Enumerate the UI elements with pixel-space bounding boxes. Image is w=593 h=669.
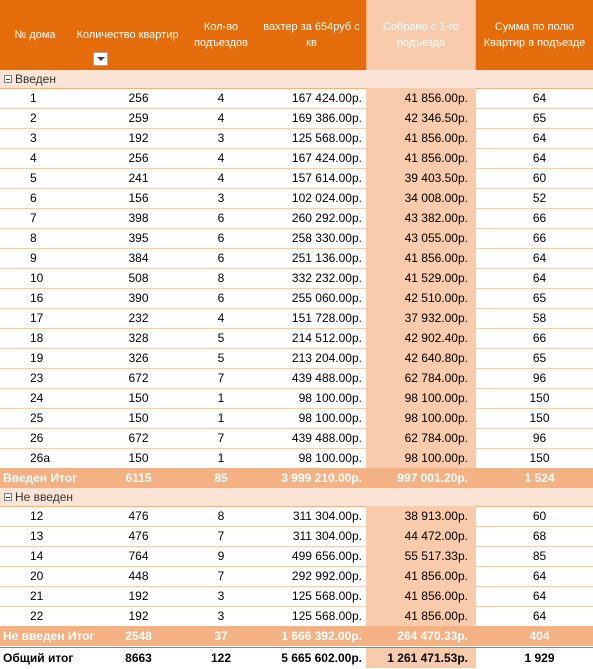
- cell-col-2[interactable]: 4: [217, 111, 225, 125]
- cell-col-4[interactable]: 98 100.00р.: [366, 448, 476, 468]
- cell-col-5[interactable]: 64: [532, 609, 547, 623]
- cell-col-0[interactable]: Не введен Итог: [3, 629, 95, 643]
- cell-col-3[interactable]: 167 424.00р.: [291, 151, 362, 165]
- cell-col-5[interactable]: 65: [532, 351, 547, 365]
- cell-col-3[interactable]: 125 568.00р.: [291, 131, 362, 145]
- cell-col-0[interactable]: 17: [30, 311, 44, 325]
- cell-col-5[interactable]: 66: [532, 331, 547, 345]
- cell-col-5[interactable]: 64: [532, 91, 547, 105]
- subtotal-row: [0, 468, 593, 488]
- header-entrances[interactable]: Кол-во подъездов: [194, 21, 248, 49]
- cell-col-5[interactable]: 68: [532, 529, 547, 543]
- cell-col-4[interactable]: 42 510.00р.: [366, 288, 476, 308]
- cell-col-5[interactable]: 64: [532, 589, 547, 603]
- cell-col-3[interactable]: 311 304.00р.: [292, 529, 362, 543]
- cell-col-0[interactable]: 12: [30, 509, 44, 523]
- cell-col-3[interactable]: 102 024.00р.: [291, 191, 362, 205]
- cell-col-1[interactable]: 672: [128, 431, 149, 445]
- table-row: [0, 566, 593, 587]
- cell-col-0[interactable]: 16: [30, 291, 44, 305]
- cell-col-5[interactable]: 60: [532, 171, 547, 185]
- cell-col-1[interactable]: 150: [128, 411, 149, 425]
- table-row: [0, 268, 593, 289]
- cell-col-5[interactable]: 66: [532, 211, 547, 225]
- cell-col-0[interactable]: 8: [30, 231, 37, 245]
- table-row: [0, 428, 593, 449]
- cell-col-5[interactable]: 65: [532, 291, 547, 305]
- cell-col-4[interactable]: 55 517.33р.: [366, 546, 476, 566]
- table-row: [0, 328, 593, 349]
- cell-col-0[interactable]: 19: [30, 351, 44, 365]
- cell-col-4[interactable]: 42 902.40р.: [366, 328, 476, 348]
- cell-col-4[interactable]: 41 529.00р.: [366, 268, 476, 288]
- cell-col-2[interactable]: 6: [217, 251, 225, 265]
- cell-col-0[interactable]: 10: [30, 271, 44, 285]
- cell-col-0[interactable]: 20: [30, 569, 44, 583]
- header-watchman[interactable]: вахтер за 654руб с кв: [263, 21, 360, 49]
- cell-col-4[interactable]: 41 856.00р.: [366, 606, 476, 626]
- cell-col-1[interactable]: 448: [128, 569, 149, 583]
- cell-col-1[interactable]: 192: [128, 131, 149, 145]
- cell-col-5[interactable]: 64: [532, 131, 547, 145]
- cell-col-5[interactable]: 64: [532, 569, 547, 583]
- cell-col-4[interactable]: 44 472.00р.: [366, 526, 476, 546]
- group-label[interactable]: [0, 488, 73, 506]
- cell-col-3[interactable]: 151 728.00р.: [291, 311, 362, 325]
- cell-col-5[interactable]: 66: [532, 231, 547, 245]
- cell-col-0[interactable]: 24: [30, 391, 44, 405]
- cell-col-3[interactable]: 311 304.00р.: [292, 509, 362, 523]
- table-row: [0, 546, 593, 567]
- cell-col-3[interactable]: 499 656.00р.: [291, 549, 362, 563]
- cell-col-2[interactable]: 1: [217, 451, 225, 465]
- cell-col-1[interactable]: 192: [128, 589, 149, 603]
- cell-col-2[interactable]: 4: [217, 151, 225, 165]
- cell-col-4[interactable]: 43 055.00р.: [366, 228, 476, 248]
- cell-col-0[interactable]: 25: [30, 411, 44, 425]
- cell-col-1[interactable]: 2548: [125, 629, 152, 643]
- filter-dropdown-button[interactable]: [93, 52, 108, 66]
- cell-col-3[interactable]: 167 424.00р.: [291, 91, 362, 105]
- table-row: [0, 208, 593, 229]
- cell-col-3[interactable]: 1 666 392.00р.: [281, 629, 362, 643]
- subtotal-row: [0, 626, 593, 646]
- cell-col-3[interactable]: 98 100.00р.: [298, 411, 362, 425]
- cell-col-3[interactable]: 169 386.00р.: [291, 111, 362, 125]
- cell-col-0[interactable]: 5: [30, 171, 37, 185]
- cell-col-3[interactable]: 125 568.00р.: [291, 589, 362, 603]
- cell-col-2[interactable]: 6: [217, 291, 225, 305]
- cell-col-5[interactable]: 96: [532, 371, 547, 385]
- cell-col-5[interactable]: 64: [532, 151, 547, 165]
- table-row: [0, 368, 593, 389]
- cell-col-3[interactable]: 332 232.00р.: [291, 271, 362, 285]
- table-row: [0, 606, 593, 627]
- group-label-text: Не введен: [15, 490, 74, 504]
- cell-col-4[interactable]: 41 856.00р.: [366, 566, 476, 586]
- cell-col-1[interactable]: 384: [128, 251, 149, 265]
- cell-col-0[interactable]: Введен Итог: [3, 471, 78, 485]
- cell-col-3[interactable]: 125 568.00р.: [291, 609, 362, 623]
- cell-col-2[interactable]: 37: [214, 629, 228, 643]
- cell-col-2[interactable]: 8: [217, 509, 225, 523]
- cell-col-0[interactable]: 21: [30, 589, 44, 603]
- cell-col-5[interactable]: 96: [532, 431, 547, 445]
- cell-col-2[interactable]: 122: [210, 651, 232, 665]
- cell-col-3[interactable]: 439 488.00р.: [291, 371, 362, 385]
- cell-col-0[interactable]: 3: [30, 131, 37, 145]
- cell-col-4[interactable]: 42 640.80р.: [366, 348, 476, 368]
- cell-col-5[interactable]: 150: [529, 451, 550, 465]
- table-row: [0, 128, 593, 149]
- collapse-icon[interactable]: [4, 75, 12, 83]
- cell-col-1[interactable]: 256: [128, 91, 149, 105]
- cell-col-2[interactable]: 3: [217, 131, 225, 145]
- table-row: [0, 248, 593, 269]
- cell-col-3[interactable]: 98 100.00р.: [298, 391, 362, 405]
- cell-col-2[interactable]: 5: [217, 331, 225, 345]
- chevron-down-icon: [97, 57, 105, 61]
- cell-col-4[interactable]: 997 001.20р.: [366, 468, 476, 488]
- table-row: [0, 448, 593, 469]
- cell-col-2[interactable]: 1: [217, 411, 225, 425]
- cell-col-0[interactable]: Общий итог: [3, 651, 74, 665]
- cell-col-5[interactable]: 1 524: [524, 471, 555, 485]
- cell-col-2[interactable]: 7: [217, 569, 225, 583]
- cell-col-2[interactable]: 6: [217, 211, 225, 225]
- header-collected[interactable]: Собрано с 1-го подъезда: [366, 0, 476, 70]
- cell-col-3[interactable]: 292 992.00р.: [291, 569, 362, 583]
- cell-col-0[interactable]: 18: [30, 331, 44, 345]
- table-row: [0, 586, 593, 607]
- cell-col-4[interactable]: 62 784.00р.: [366, 428, 476, 448]
- cell-col-4[interactable]: 98 100.00р.: [366, 408, 476, 428]
- cell-col-1[interactable]: 508: [128, 271, 149, 285]
- cell-col-2[interactable]: 9: [217, 549, 225, 563]
- cell-col-2[interactable]: 7: [217, 529, 225, 543]
- cell-col-4[interactable]: 264 470.33р.: [366, 626, 476, 646]
- cell-col-1[interactable]: 395: [128, 231, 149, 245]
- cell-col-2[interactable]: 8: [217, 271, 225, 285]
- cell-col-3[interactable]: 258 330.00р.: [291, 231, 362, 245]
- cell-col-4[interactable]: 38 913.00р.: [366, 506, 476, 526]
- cell-col-2[interactable]: 1: [217, 391, 225, 405]
- cell-col-0[interactable]: 26: [30, 431, 44, 445]
- table-row: [0, 148, 593, 169]
- cell-col-1[interactable]: 259: [128, 111, 149, 125]
- cell-col-1[interactable]: 232: [128, 311, 149, 325]
- cell-col-1[interactable]: 476: [128, 529, 149, 543]
- cell-col-1[interactable]: 150: [128, 391, 149, 405]
- cell-col-3[interactable]: 251 136.00р.: [291, 251, 362, 265]
- cell-col-4[interactable]: 41 856.00р.: [366, 586, 476, 606]
- group-row[interactable]: [0, 488, 593, 507]
- cell-col-1[interactable]: 476: [128, 509, 149, 523]
- group-row[interactable]: [0, 70, 593, 89]
- cell-col-3[interactable]: 98 100.00р.: [298, 451, 362, 465]
- cell-col-5[interactable]: 85: [532, 549, 547, 563]
- header-sum-apartments[interactable]: Сумма по полю Квартир в подъезде: [483, 21, 586, 49]
- cell-col-0[interactable]: 9: [30, 251, 37, 265]
- header-row: [0, 0, 593, 70]
- cell-col-5[interactable]: 150: [529, 391, 550, 405]
- cell-col-0[interactable]: 14: [30, 549, 44, 563]
- cell-col-5[interactable]: 404: [529, 629, 550, 643]
- cell-col-3[interactable]: 439 488.00р.: [291, 431, 362, 445]
- cell-col-0[interactable]: 1: [30, 91, 37, 105]
- table-row: [0, 108, 593, 129]
- cell-col-1[interactable]: 241: [128, 171, 149, 185]
- cell-col-2[interactable]: 6: [217, 231, 225, 245]
- cell-col-3[interactable]: 214 512.00р.: [291, 331, 362, 345]
- group-label-text: Введен: [15, 72, 56, 86]
- table-row: [0, 288, 593, 309]
- table-row: [0, 348, 593, 369]
- cell-col-4[interactable]: 41 856.00р.: [366, 88, 476, 108]
- cell-col-2[interactable]: 7: [217, 371, 225, 385]
- cell-col-1[interactable]: 192: [128, 609, 149, 623]
- cell-col-4[interactable]: 37 932.00р.: [366, 308, 476, 328]
- cell-col-4[interactable]: 41 856.00р.: [366, 248, 476, 268]
- cell-col-3[interactable]: 5 665 602.00р.: [281, 651, 362, 665]
- cell-col-3[interactable]: 3 999 210.00р.: [281, 471, 362, 485]
- cell-col-0[interactable]: 23: [30, 371, 44, 385]
- cell-col-3[interactable]: 255 060.00р.: [291, 291, 362, 305]
- group-label[interactable]: [0, 70, 56, 88]
- cell-col-4[interactable]: 41 856.00р.: [366, 148, 476, 168]
- cell-col-0[interactable]: 2: [30, 111, 37, 125]
- cell-col-4[interactable]: 62 784.00р.: [366, 368, 476, 388]
- cell-col-4[interactable]: 41 856.00р.: [366, 128, 476, 148]
- cell-col-0[interactable]: 26а: [30, 451, 51, 465]
- cell-col-1[interactable]: 6115: [125, 471, 152, 485]
- cell-col-0[interactable]: 22: [30, 609, 44, 623]
- cell-col-5[interactable]: 52: [532, 191, 547, 205]
- cell-col-5[interactable]: 60: [532, 509, 547, 523]
- table-row: [0, 228, 593, 249]
- cell-col-1[interactable]: 326: [128, 351, 149, 365]
- cell-col-2[interactable]: 4: [217, 91, 225, 105]
- cell-col-4[interactable]: 43 382.00р.: [366, 208, 476, 228]
- cell-col-2[interactable]: 7: [217, 431, 225, 445]
- cell-col-1[interactable]: 256: [128, 151, 149, 165]
- table-row: [0, 408, 593, 429]
- cell-col-3[interactable]: 213 204.00р.: [291, 351, 362, 365]
- cell-col-2[interactable]: 5: [217, 351, 225, 365]
- cell-col-1[interactable]: 764: [128, 549, 149, 563]
- cell-col-2[interactable]: 4: [217, 171, 225, 185]
- cell-col-1[interactable]: 398: [128, 211, 149, 225]
- cell-col-5[interactable]: 64: [532, 251, 547, 265]
- cell-col-2[interactable]: 4: [217, 311, 225, 325]
- header-house-number[interactable]: № дома: [0, 0, 70, 70]
- cell-col-0[interactable]: 6: [30, 191, 37, 205]
- cell-col-5[interactable]: 1 929: [524, 651, 555, 665]
- table-row: [0, 388, 593, 409]
- cell-col-1[interactable]: 672: [128, 371, 149, 385]
- cell-col-2[interactable]: 3: [217, 589, 225, 603]
- collapse-icon[interactable]: [4, 493, 12, 501]
- table-row: [0, 506, 593, 527]
- table-row: [0, 88, 593, 109]
- table-row: [0, 308, 593, 329]
- cell-col-1[interactable]: 8663: [125, 651, 152, 665]
- cell-col-1[interactable]: 390: [128, 291, 149, 305]
- cell-col-3[interactable]: 260 292.00р.: [291, 211, 362, 225]
- cell-col-5[interactable]: 150: [529, 411, 550, 425]
- table-row: [0, 188, 593, 209]
- cell-col-5[interactable]: 64: [532, 271, 547, 285]
- cell-col-2[interactable]: 3: [217, 609, 225, 623]
- cell-col-5[interactable]: 65: [532, 111, 547, 125]
- cell-col-0[interactable]: 4: [30, 151, 37, 165]
- cell-col-5[interactable]: 58: [532, 311, 547, 325]
- cell-col-4[interactable]: 42 346.50р.: [366, 108, 476, 128]
- cell-col-1[interactable]: 156: [128, 191, 149, 205]
- table-row: [0, 526, 593, 547]
- cell-col-0[interactable]: 13: [30, 529, 44, 543]
- cell-col-2[interactable]: 85: [214, 471, 228, 485]
- cell-col-1[interactable]: 150: [128, 451, 149, 465]
- cell-col-4[interactable]: 1 261 471.53р.: [366, 648, 476, 668]
- cell-col-4[interactable]: 34 008.00р.: [366, 188, 476, 208]
- header-apartments[interactable]: Количество квартир: [76, 29, 179, 41]
- table-row: [0, 168, 593, 189]
- cell-col-2[interactable]: 3: [217, 191, 225, 205]
- cell-col-4[interactable]: 98 100.00р.: [366, 388, 476, 408]
- cell-col-3[interactable]: 157 614.00р.: [291, 171, 362, 185]
- cell-col-4[interactable]: 39 403.50р.: [366, 168, 476, 188]
- grand-total-row: [0, 647, 593, 668]
- cell-col-1[interactable]: 328: [128, 331, 149, 345]
- cell-col-0[interactable]: 7: [30, 211, 37, 225]
